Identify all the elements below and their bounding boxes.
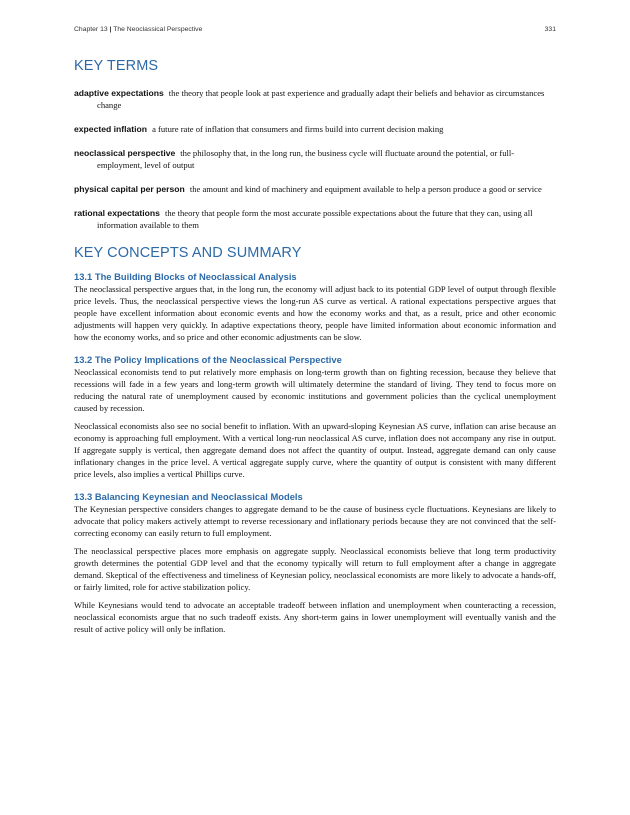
key-term — [74, 87, 556, 111]
summary-section-13-2 — [74, 354, 556, 480]
section-title: 13.1 The Building Blocks of Neoclassical Analysis — [74, 271, 297, 282]
term-word: neoclassical perspective — [74, 148, 176, 158]
section-paragraph: The neoclassical perspective places more emphasis on aggregate supply. Neoclassical economists believe that long term productivity growth determines the potential GDP level and that the economy typically will return to full employment after a change in aggregate demand. Skeptical of the effectiveness and timeliness of Keynesian policy, neoclassical economists are more likely to advocate a hands-off, or fairly limited, role for active stabilization policy. — [74, 546, 556, 592]
key-term — [74, 123, 556, 135]
section-paragraph: The neoclassical perspective argues that, in the long run, the economy will adjust back to its potential GDP level of output through flexible price levels. Thus, the neoclassical perspective views the long-run AS curve as vertical. A rational expectations perspective argues that people have excellent information about economic events and how the economy works and that, as a result, price and other economic adjustments will happen very quickly. In adaptive expectations theory, people have limited information about economic information and how the economy works, and so price and other economic adjustments can be slow. — [74, 284, 556, 342]
term-word: adaptive expectations — [74, 88, 164, 98]
summary-section-13-1 — [74, 271, 556, 343]
term-word: rational expectations — [74, 208, 160, 218]
running-header — [74, 26, 556, 36]
summary-section-13-3 — [74, 491, 556, 635]
term-definition: the theory that people form the most accurate possible expectations about the future that they can, using all information available to them — [97, 208, 533, 230]
section-paragraph: Neoclassical economists also see no social benefit to inflation. With an upward-sloping Keynesian AS curve, inflation can arise because an economy is approaching full employment. With a vertical long-run neoclassical AS curve, inflation does not accompany any rise in output. If aggregate supply is vertical, then aggregate demand does not affect the quantity of output. Instead, aggregate demand can only cause inflationary changes in the price level. A vertical aggregate supply curve, where the quantity of output is consistent with many different price levels, also implies a vertical Phillips curve. — [74, 421, 556, 479]
page-content — [74, 58, 556, 646]
summary-heading: KEY CONCEPTS AND SUMMARY — [74, 245, 302, 261]
chapter-number: Chapter 13 — [74, 26, 108, 33]
section-paragraph: Neoclassical economists tend to put relatively more emphasis on long-term growth than on fighting recession, because they believe that recessions will fade in a few years and long-term growth will ultimately determine the standard of living. They tend to focus more on reducing the natural rate of unemployment caused by economic institutions and government policies than the cyclical unemployment caused by recession. — [74, 367, 556, 413]
section-paragraph: The Keynesian perspective considers changes to aggregate demand to be the cause of business cycle fluctuations. Keynesians are likely to advocate that policy makers actively attempt to reverse recessionary and inflationary periods because they are not convinced that the self-correcting economy can easily return to full employment. — [74, 504, 556, 538]
term-definition: a future rate of inflation that consumers and firms build into current decision making — [152, 124, 444, 134]
key-terms-list — [74, 87, 556, 231]
chapter-title: The Neoclassical Perspective — [113, 26, 203, 33]
key-term — [74, 183, 556, 195]
term-definition: the philosophy that, in the long run, the business cycle will fluctuate around the potential, or full-employment, level of output — [97, 148, 515, 170]
term-definition: the theory that people look at past experience and gradually adapt their beliefs and behavior as circumstances change — [97, 88, 545, 110]
section-title: 13.2 The Policy Implications of the Neoclassical Perspective — [74, 354, 342, 365]
term-word: expected inflation — [74, 124, 148, 134]
section-paragraph: While Keynesians would tend to advocate an acceptable tradeoff between inflation and unemployment when counteracting a recession, neoclassical economists argue that no such tradeoff exists. Any short-term gains in lower unemployment will eventually vanish and the result of active policy will only be inflation. — [74, 600, 556, 634]
key-terms-heading: KEY TERMS — [74, 58, 159, 74]
chapter-label: Chapter 13 | The Neoclassical Perspective — [74, 26, 203, 33]
term-definition: the amount and kind of machinery and equipment available to help a person produce a good or service — [189, 184, 542, 194]
key-term — [74, 147, 556, 171]
term-word: physical capital per person — [74, 184, 185, 194]
key-term — [74, 207, 556, 231]
section-title: 13.3 Balancing Keynesian and Neoclassical Models — [74, 491, 303, 502]
page-number: 331 — [544, 26, 556, 33]
